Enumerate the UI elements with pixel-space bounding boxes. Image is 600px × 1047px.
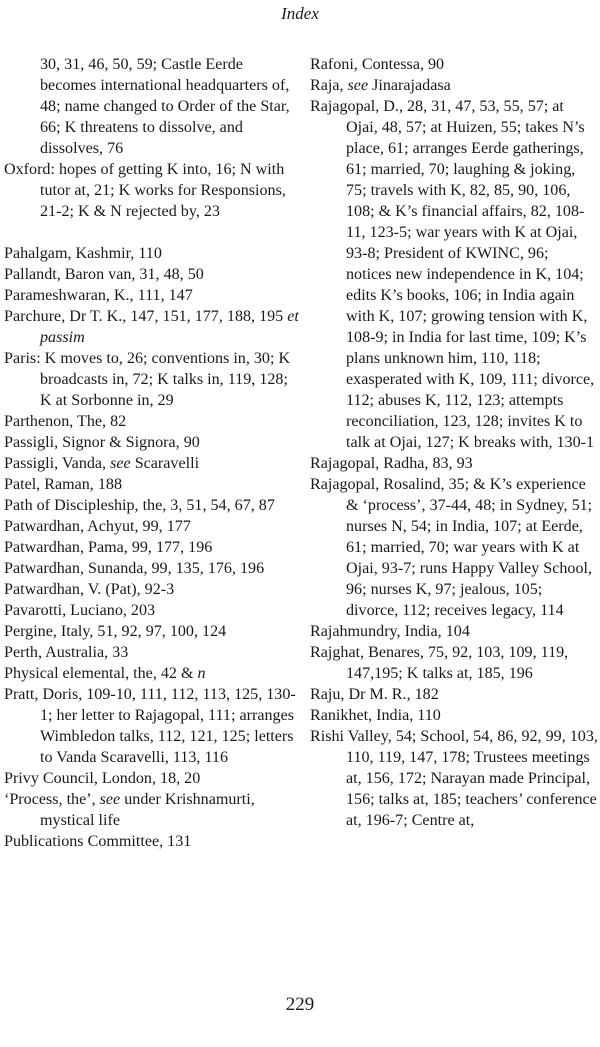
entry-text: Patwardhan, Pama, 99, 177, 196 — [4, 539, 213, 556]
entry-text: Rafoni, Contessa, 90 — [310, 56, 445, 73]
index-entry — [310, 621, 598, 642]
entry-tail: Jinarajadasa — [368, 77, 451, 94]
index-entry — [310, 54, 598, 75]
entry-italic: see — [110, 455, 131, 472]
entry-text: Patel, Raman, 188 — [4, 476, 122, 493]
index-entry — [4, 579, 300, 600]
index-entry — [310, 642, 598, 684]
index-entry — [4, 663, 300, 684]
entry-text: Rajghat, Benares, 75, 92, 103, 109, 119, 147,195; K talks at, 185, 196 — [310, 644, 569, 682]
entry-text: Rishi Valley, 54; School, 54, 86, 92, 99, 103, 110, 119, 147, 178; Trustees meetings at, 156, 172; Narayan made Principal, 156; talks at, 185; teachers’ conference at, 196-7; Centre at, — [310, 728, 598, 829]
entry-text: Ranikhet, India, 110 — [310, 707, 441, 724]
entry-text: ‘Process, the’, — [4, 791, 100, 808]
entry-text: Path of Discipleship, the, 3, 51, 54, 67, 87 — [4, 497, 275, 514]
index-entry — [4, 684, 300, 768]
entry-italic: see — [347, 77, 369, 94]
entry-text: Rajagopal, Radha, 83, 93 — [310, 455, 473, 472]
entry-text: Pahalgam, Kashmir, 110 — [4, 245, 162, 262]
index-entry — [4, 453, 300, 474]
index-entry — [4, 348, 300, 411]
entry-text: Oxford: hopes of getting K into, 16; N with tutor at, 21; K works for Responsions, 21-2; K & N rejected by, 23 — [4, 161, 286, 220]
entry-text: Passigli, Vanda, — [4, 455, 111, 472]
entry-text: Parthenon, The, 82 — [4, 413, 127, 430]
entry-italic: see — [99, 791, 121, 808]
entry-text: Perth, Australia, 33 — [4, 644, 129, 661]
index-entry — [310, 75, 598, 96]
entry-tail: under Krishnamurti, mystical life — [40, 791, 255, 829]
index-entry — [4, 411, 300, 432]
entry-text: Pavarotti, Luciano, 203 — [4, 602, 156, 619]
index-entry — [4, 159, 300, 222]
index-entry — [4, 264, 300, 285]
entry-tail: Scaravelli — [130, 455, 200, 472]
index-column-left — [4, 54, 300, 852]
entry-text: Pratt, Doris, 109-10, 111, 112, 113, 125, 130-1; her letter to Rajagopal, 111; arranges Wimbledon talks, 112, 121, 125; letters to Vanda Scaravelli, 113, 116 — [4, 686, 296, 766]
index-entry — [4, 789, 300, 831]
entry-gap — [4, 222, 300, 243]
index-entry — [310, 726, 598, 831]
index-entry — [4, 432, 300, 453]
index-entry — [4, 558, 300, 579]
index-entry — [4, 642, 300, 663]
index-entry — [4, 495, 300, 516]
entry-text: Rajagopal, D., 28, 31, 47, 53, 55, 57; at Ojai, 48, 57; at Huizen, 55; takes N’s place, 61; arranges Eerde gatherings, 61; married, 70; laughing & joking, 75; travels with K, 82, 85, 90, 106, 108; & K’s financial affairs, 82, 108-11, 123-5; war years with K at Ojai, 93-8; President of KWINC, 96; notices new independence in K, 104; edits K’s books, 106; in India again with K, 107; growing tension with K, 108-9; in India for last time, 109; K’s plans unknown him, 110, 118; exasperated with K, 109, 111; divorce, 112; abuses K, 112, 123; attempts reconciliation, 123, 128; invites K to talk at Ojai, 127; K breaks with, 130-1 — [310, 98, 595, 451]
index-entry — [310, 453, 598, 474]
index-entry — [4, 285, 300, 306]
index-entry — [4, 243, 300, 264]
entry-text: Pergine, Italy, 51, 92, 97, 100, 124 — [4, 623, 227, 640]
entry-text: Paris: K moves to, 26; conventions in, 30; K broadcasts in, 72; K talks in, 119, 128; K at Sorbonne in, 29 — [4, 350, 291, 409]
index-entry — [310, 684, 598, 705]
entry-text: 30, 31, 46, 50, 59; Castle Eerde becomes international headquarters of, 48; name changed to Order of the Star, 66; K threatens to dissolve, and dissolves, 76 — [40, 56, 290, 157]
index-column-right — [310, 54, 598, 831]
entry-text: Pallandt, Baron van, 31, 48, 50 — [4, 266, 204, 283]
index-entry — [4, 621, 300, 642]
index-entry — [310, 474, 598, 621]
index-entry — [310, 96, 598, 453]
index-entry — [4, 54, 300, 159]
entry-text: Passigli, Signor & Signora, 90 — [4, 434, 200, 451]
entry-text: Privy Council, London, 18, 20 — [4, 770, 201, 787]
entry-text: Publications Committee, 131 — [4, 833, 192, 850]
entry-text: Raja, — [310, 77, 348, 94]
running-header: Index — [281, 4, 319, 23]
entry-italic: et passim — [40, 308, 299, 346]
entry-text: Rajagopal, Rosalind, 35; & K’s experience & ‘process’, 37-44, 48; in Sydney, 51; nurses N, 54; in India, 107; at Eerde, 61; married, 70; war years with K at Ojai, 93-7; runs Happy Valley School, 96; nurses K, 97; jealous, 105; divorce, 112; receives legacy, 114 — [310, 476, 593, 619]
entry-text: Raju, Dr M. R., 182 — [310, 686, 439, 703]
page-number: 229 — [285, 994, 315, 1015]
index-entry — [310, 705, 598, 726]
entry-text: Parchure, Dr T. K., 147, 151, 177, 188, 195 — [4, 308, 288, 325]
index-entry — [4, 537, 300, 558]
index-entry — [4, 474, 300, 495]
entry-text: Parameshwaran, K., 111, 147 — [4, 287, 193, 304]
index-entry — [4, 516, 300, 537]
entry-italic: n — [197, 665, 206, 682]
index-entry — [4, 768, 300, 789]
index-entry — [4, 600, 300, 621]
entry-text: Rajahmundry, India, 104 — [310, 623, 470, 640]
index-entry — [4, 831, 300, 852]
index-entry — [4, 306, 300, 348]
entry-text: Patwardhan, Sunanda, 99, 135, 176, 196 — [4, 560, 265, 577]
entry-text: Patwardhan, V. (Pat), 92-3 — [4, 581, 175, 598]
entry-text: Patwardhan, Achyut, 99, 177 — [4, 518, 191, 535]
entry-text: Physical elemental, the, 42 & — [4, 665, 198, 682]
